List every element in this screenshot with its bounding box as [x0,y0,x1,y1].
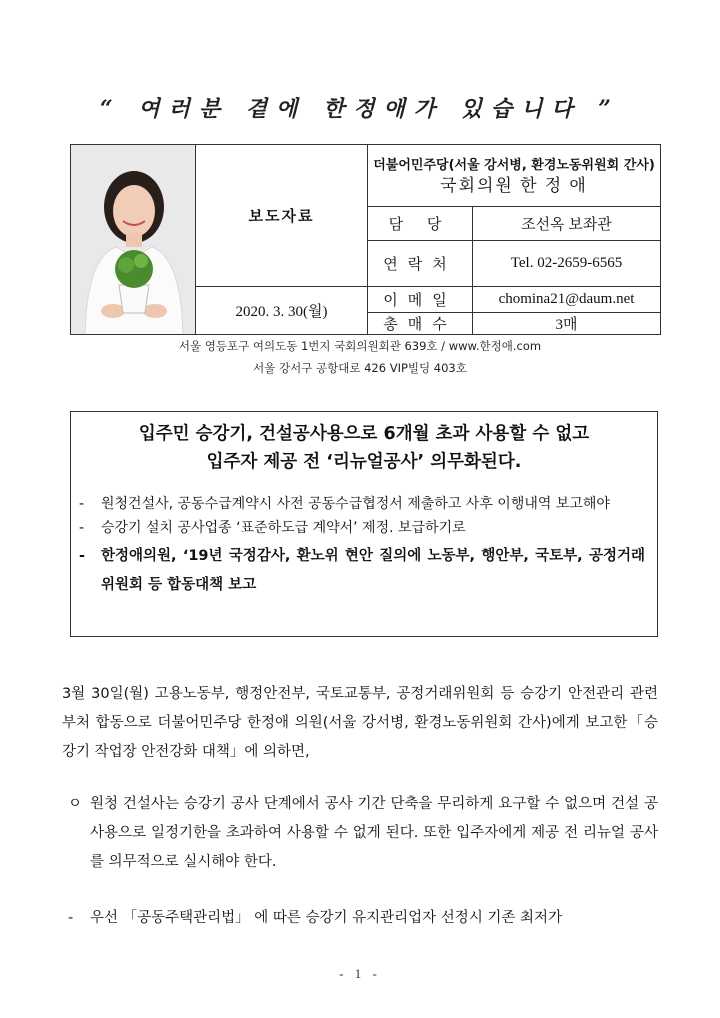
page-count-value: 3매 [473,313,661,335]
bullet-paragraph [62,790,658,877]
dash-marker: - [79,496,85,512]
summary-point [79,492,645,516]
release-date: 2020. 3. 30(월) [196,287,368,335]
summary-point [79,542,645,600]
intro-paragraph: 3월 30일(월) 고용노동부, 행정안전부, 국토교통부, 공정거래위원회 등 승강기 안전관리 관련 부처 합동으로 더불어민주당 한정애 의원(서울 강서병, 환경노동위원회 간사)에게 보고한「승강기 작업장 안전강화 대책」에 의하면, [62,686,658,760]
dash-marker: - [79,548,86,564]
member-portrait-image [71,145,196,335]
member-info [368,145,661,207]
member-photo [71,145,196,335]
summary-point-text: 원청건설사, 공동수급계약시 사전 공동수급협정서 제출하고 사후 이행내역 보고해야 [101,496,610,512]
document-title: 보도자료 [196,145,368,287]
local-office-address: 서울 강서구 공항대로 426 VIP빌딩 403호 [253,361,467,375]
phone-value: Tel. 02-2659-6565 [473,241,661,287]
summary-points [71,492,657,600]
bullet-text: 원청 건설사는 승강기 공사 단계에서 공사 기간 단축을 무리하게 요구할 수 없으며 건설 공사용으로 일정기한을 초과하여 사용할 수 없게 된다. 또한 입주자에게 제공 전 리뉴얼 공사를 의무적으로 실시해야 한다. [90,796,658,870]
summary-point [79,516,645,540]
phone-label: 연락처 [368,241,473,287]
headline [71,420,657,476]
page-number: - 1 - [339,966,381,981]
circle-marker: ㅇ [68,796,83,812]
contact-person-value: 조선옥 보좌관 [473,207,661,241]
dash-marker: - [68,910,74,926]
dash-marker: - [79,520,85,536]
party-affiliation: 더불어민주당(서울 강서병, 환경노동위원회 간사) [373,157,655,173]
email-value: chomina21@daum.net [473,287,661,313]
summary-point-text: 승강기 설치 공사업종 ‘표준하도급 계약서’ 제정. 보급하기로 [101,520,466,536]
slogan: “ 여러분 곁에 한정애가 있습니다 ” [100,96,620,122]
summary-point-text: 한정애의원, ‘19년 국정감사, 환노위 현안 질의에 노동부, 행안부, 국토부, 공정거래위원회 등 합동대책 보고 [101,548,645,593]
email-label: 이메일 [368,287,473,313]
member-name: 국회의원 한 정 애 [440,175,588,195]
dash-text: 우선 「공동주택관리법」 에 따른 승강기 유지관리업자 선정시 기존 최저가 [90,910,563,926]
office-address: 서울 영등포구 여의도동 1번지 국회의원회관 639호 / www.한정애.com [178,339,542,353]
press-release-header [70,144,661,335]
headline-line-1: 입주민 승강기, 건설공사용으로 6개월 초과 사용할 수 없고 [138,424,590,444]
contact-person-label: 담 당 [368,207,473,241]
headline-line-2: 입주자 제공 전 ‘리뉴얼공사’ 의무화된다. [206,452,522,472]
dash-paragraph [62,904,658,933]
page-count-label: 총매수 [368,313,473,335]
summary-box [70,411,658,637]
